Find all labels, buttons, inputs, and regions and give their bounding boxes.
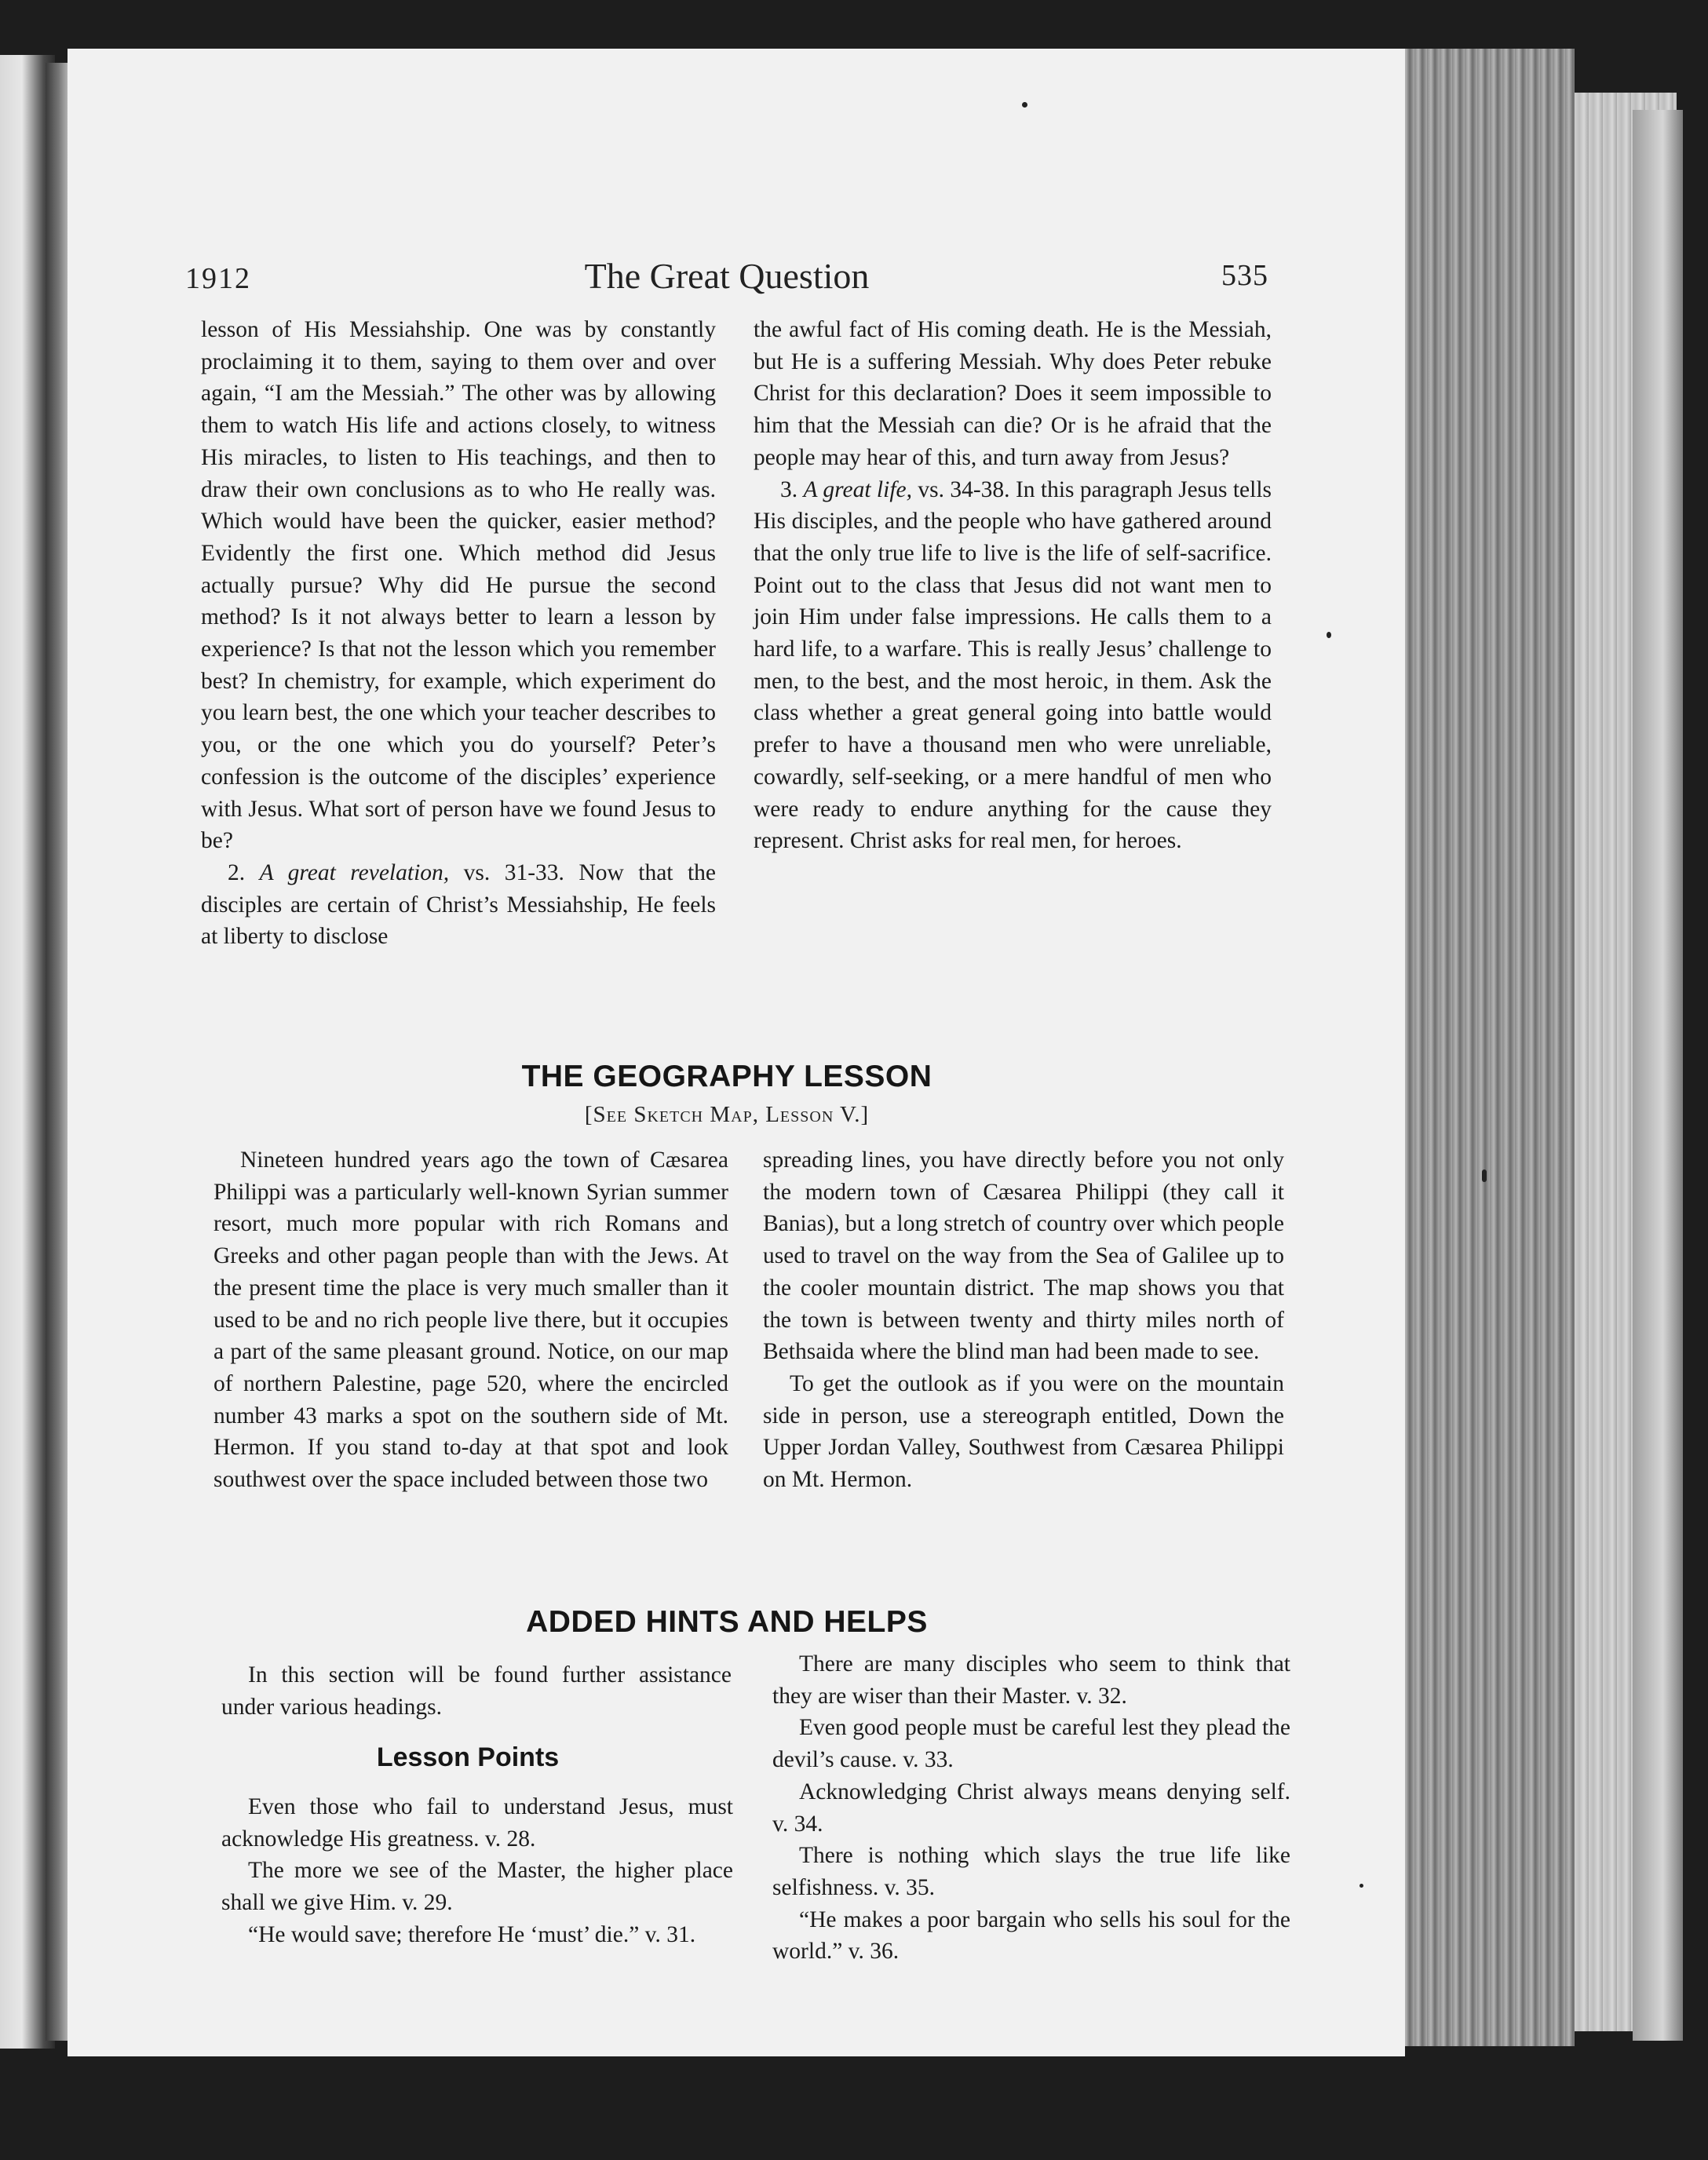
hints-intro: In this section will be found further assistance under various headings.: [221, 1662, 732, 1720]
intro-right-column: [754, 314, 1272, 857]
scan-speck: [1359, 1884, 1363, 1888]
lesson-point: The more we see of the Master, the higher place shall we give Him. v. 29.: [221, 1858, 733, 1916]
point-title: A great revelation,: [259, 859, 450, 885]
point-number: 2.: [228, 859, 246, 885]
hints-heading: ADDED HINTS AND HELPS: [526, 1605, 928, 1639]
geography-heading: THE GEOGRAPHY LESSON: [521, 1060, 932, 1093]
scan-speck: [1022, 102, 1027, 108]
lesson-point: Acknowledging Christ always means denying self. v. 34.: [772, 1779, 1290, 1837]
lesson-point: “He makes a poor bargain who sells his soul for the world.” v. 36.: [772, 1906, 1290, 1965]
point-text: vs. 34-38. In this paragraph Jesus tells His disciples, and the people who have gathered around that the only true life to live is the life of self-sacrifice. Point out to the class that Jesus did not want men to join Him under false impressions. He calls them to a hard life, to a warfare. This is really Jesus’ challenge to men, to the best, and the most heroic, in them. Ask the class whether a great general going into battle would prefer to have a thousand men who were unreliable, cowardly, self-seeking, or a mere handful of men who were ready to endure anything for the cause they represent. Christ asks for real men, for heroes.: [754, 476, 1272, 854]
lesson-point: There is nothing which slays the true life like selfishness. v. 35.: [772, 1843, 1290, 1900]
lesson-point: “He would save; therefore He ‘must’ die.” v. 31.: [248, 1921, 696, 1947]
page-block-edge: [1402, 49, 1575, 2046]
page-number: 535: [1221, 259, 1268, 292]
intro-right-paragraph-2: [754, 474, 1272, 857]
lesson-point: There are many disciples who seem to think that they are wiser than their Master. v. 32.: [772, 1651, 1290, 1709]
intro-left-column: [201, 314, 716, 953]
intro-left-paragraph-1: lesson of His Messiahship. One was by constantly proclaiming it to them, saying to them over and over again, “I am the Messiah.” The other was by allowing them to watch His life and actions closely, to witness His miracles, to listen to His teachings, and then to draw their own conclusions as to who He really was. Which would have been the quicker, easier method? Evidently the first one. Which method did Jesus actually pursue? Why did He pursue the second method? Is it not always better to learn a lesson by experience? Is that not the lesson which you remember best? In chemistry, for example, which experiment do you learn best, the one which your teacher describes to you, or the one which you do yourself? Peter’s confession is the outcome of the disciples’ experience with Jesus. What sort of person have we found Jesus to be?: [201, 317, 716, 854]
header-title: The Great Question: [584, 256, 870, 296]
point-number: 3.: [780, 476, 798, 502]
geography-left-column: [214, 1144, 728, 1496]
lesson-points-heading: Lesson Points: [376, 1742, 560, 1772]
lesson-point: Even good people must be careful lest they plead the devil’s cause. v. 33.: [772, 1715, 1290, 1773]
lesson-point: Even those who fail to understand Jesus, must acknowledge His greatness. v. 28.: [221, 1794, 733, 1852]
point-text: vs. 31-33. Now that the disciples are certain of Christ’s Messiahship, He feels at liberty to disclose: [201, 859, 717, 950]
lesson-points-right: [772, 1648, 1290, 1968]
header-year: 1912: [185, 262, 251, 295]
geography-right-paragraph-2: To get the outlook as if you were on the mountain side in person, use a stereograph entitled, Down the Upper Jordan Valley, Southwest from Cæsarea Philippi on Mt. Hermon.: [763, 1370, 1284, 1493]
scan-speck: [1482, 1169, 1487, 1182]
lesson-points-left: [221, 1791, 733, 1951]
running-header: [185, 255, 1268, 302]
intro-left-paragraph-2: [201, 857, 716, 953]
intro-right-paragraph-1: the awful fact of His coming death. He is the Messiah, but He is a suffering Messiah. Why does Peter rebuke Christ for this declaration? Does it seem impossible to him that the Messiah can die? Or is he afraid that the people may hear of this, and turn away from Jesus?: [754, 317, 1272, 470]
geography-left-paragraph: Nineteen hundred years ago the town of Cæsarea Philippi was a particularly well-known Syrian summer resort, much more popular with rich Romans and Greeks and other pagan people than with the Jews. At the present time the place is very much smaller than it used to be and no rich people live there, but it occupies a part of the same pleasant ground. Notice, on our map of northern Palestine, page 520, where the encircled number 43 marks a spot on the southern side of Mt. Hermon. If you stand to-day at that spot and look southwest over the space included between those two: [214, 1148, 728, 1493]
geography-right-paragraph-1: spreading lines, you have directly before you not only the modern town of Cæsarea Philippi (they call it Banias), but a long stretch of country over which people used to travel on the way from the Sea of Galilee up to the cooler mountain district. The map shows you that the town is between twenty and thirty miles north of Bethsaida where the blind man had been made to see.: [763, 1148, 1284, 1365]
point-title: A great life,: [803, 476, 912, 502]
cover-edge: [1633, 110, 1683, 2041]
geography-subheading: [See Sketch Map, Lesson V.]: [584, 1102, 870, 1127]
geography-right-column: [763, 1144, 1284, 1496]
hints-left-column: [221, 1659, 732, 1723]
scan-speck: [1327, 632, 1331, 638]
